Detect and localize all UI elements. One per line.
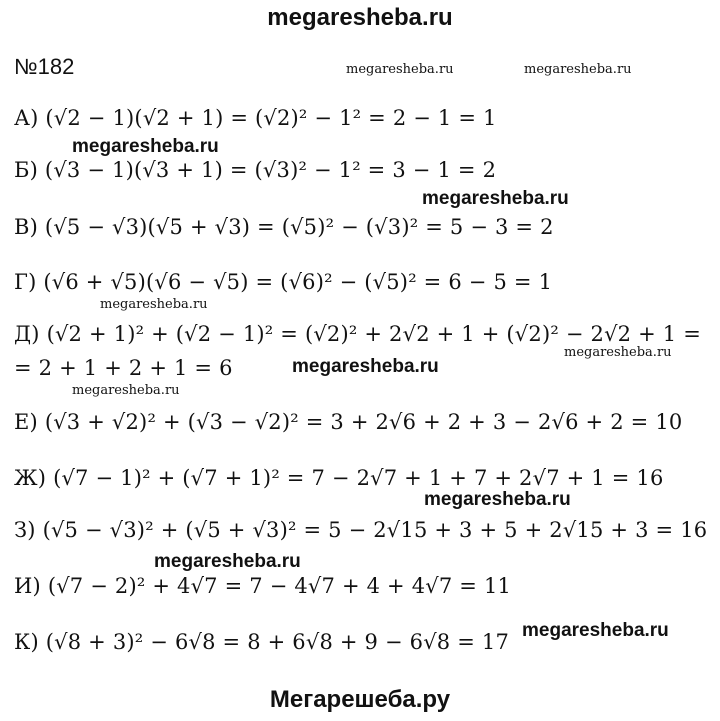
equation-line-d-cont xyxy=(14,356,233,380)
watermark: megaresheba.ru xyxy=(424,489,571,510)
equation-label: К) xyxy=(14,630,39,654)
watermark: megaresheba.ru xyxy=(422,188,569,209)
watermark: megaresheba.ru xyxy=(346,62,454,77)
watermark: megaresheba.ru xyxy=(522,620,669,641)
equation-label: Б) xyxy=(14,158,39,182)
equation-line-a xyxy=(14,106,497,130)
equation-text: (√7 − 2)² + 4√7 = 7 − 4√7 + 4 + 4√7 = 11 xyxy=(47,574,512,598)
equation-line-z xyxy=(14,518,707,542)
equation-text: (√7 − 1)² + (√7 + 1)² = 7 − 2√7 + 1 + 7 + 2√7 + 1 = 16 xyxy=(53,466,664,490)
equation-text: = 2 + 1 + 2 + 1 = 6 xyxy=(14,356,233,380)
watermark: megaresheba.ru xyxy=(100,297,208,312)
equation-line-g xyxy=(14,270,552,294)
equation-line-d xyxy=(14,322,701,346)
watermark: megaresheba.ru xyxy=(72,136,219,157)
equation-label: Г) xyxy=(14,270,37,294)
equation-label: И) xyxy=(14,574,41,598)
watermark: megaresheba.ru xyxy=(72,383,180,398)
equation-text: (√8 + 3)² − 6√8 = 8 + 6√8 + 9 − 6√8 = 17 xyxy=(45,630,510,654)
site-header-watermark: megaresheba.ru xyxy=(267,4,453,31)
equation-text: (√3 + √2)² + (√3 − √2)² = 3 + 2√6 + 2 + 3 − 2√6 + 2 = 10 xyxy=(44,410,683,434)
equation-label: А) xyxy=(14,106,39,130)
equation-text: (√5 − √3)(√5 + √3) = (√5)² − (√3)² = 5 − 3 = 2 xyxy=(44,215,554,239)
watermark: megaresheba.ru xyxy=(154,551,301,572)
watermark: megaresheba.ru xyxy=(292,356,439,377)
equation-text: (√5 − √3)² + (√5 + √3)² = 5 − 2√15 + 3 + 5 + 2√15 + 3 = 16 xyxy=(42,518,708,542)
equation-line-k xyxy=(14,630,509,654)
equation-label: З) xyxy=(14,518,36,542)
site-footer-watermark: Мегарешеба.ру xyxy=(269,686,451,713)
equation-text: (√6 + √5)(√6 − √5) = (√6)² − (√5)² = 6 − 5 = 1 xyxy=(43,270,553,294)
equation-line-v xyxy=(14,215,554,239)
watermark: megaresheba.ru xyxy=(524,62,632,77)
problem-number: №182 xyxy=(14,54,75,79)
equation-label: В) xyxy=(14,215,39,239)
equation-label: Ж) xyxy=(14,466,47,490)
equation-text: (√3 − 1)(√3 + 1) = (√3)² − 1² = 3 − 1 = 2 xyxy=(44,158,497,182)
equation-line-zh xyxy=(14,466,664,490)
equation-label: Е) xyxy=(14,410,38,434)
equation-text: (√2 − 1)(√2 + 1) = (√2)² − 1² = 2 − 1 = 1 xyxy=(45,106,497,130)
equation-text: (√2 + 1)² + (√2 − 1)² = (√2)² + 2√2 + 1 + (√2)² − 2√2 + 1 = xyxy=(46,322,701,346)
equation-line-e xyxy=(14,410,682,434)
watermark: megaresheba.ru xyxy=(564,345,672,360)
equation-line-i xyxy=(14,574,511,598)
equation-line-b xyxy=(14,158,496,182)
equation-label: Д) xyxy=(14,322,40,346)
